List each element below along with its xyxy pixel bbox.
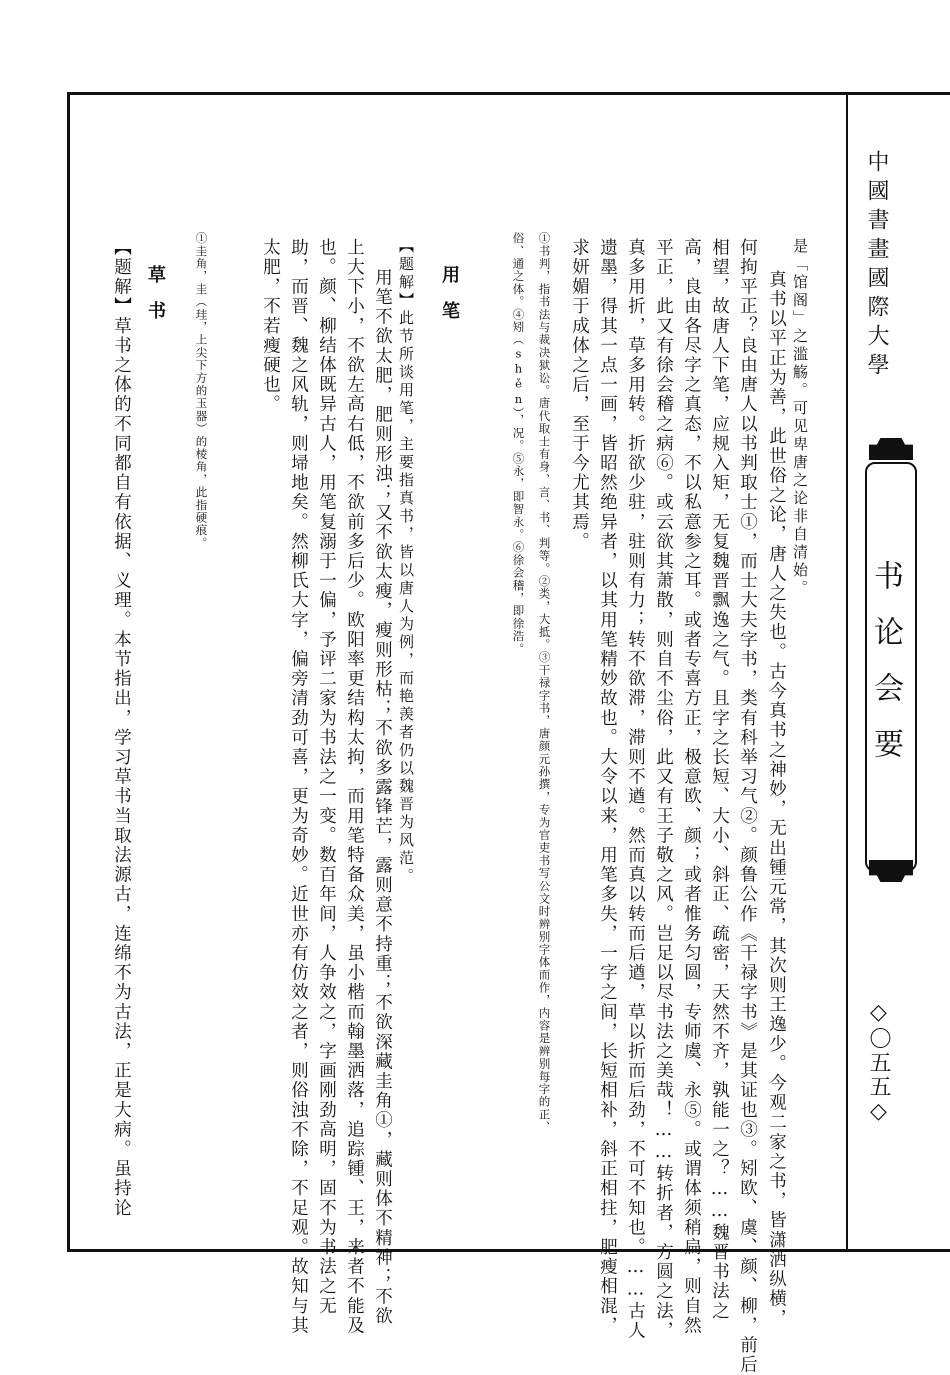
text-column: 平正，此又有徐会稽之病⑥。或云欲其萧散，则自不尘俗，此又有王子敬之风。岂足以尽书法之美哉！……转折者，方圆之法， [653,238,674,1341]
text-column: 求妍媚于成体之后，至于今尤其焉。 [569,238,590,552]
text-column: 【题解】草书之体的不同都自有依据、义理。本节指出，学习草书当取法源古，连绵不为古法，正是大病。虽持论 [111,238,132,1218]
footnote-column: 俗、通之体。④矧（shěn），况。⑤永，即智永。⑥徐会稽，即徐浩。 [511,232,526,656]
section-heading: 用笔 [439,265,460,337]
footnote-column: ①圭角，圭（珪，上尖下方的玉器）的棱角，此指硬痕。 [194,232,209,550]
text-column: 助，而晋、魏之风轨，则埽地矣。然柳氏大字，偏旁清劲可喜，更为奇妙。近世亦有仿效之者，则俗浊不除，不足观。故知与其 [288,238,309,1336]
text-column: 用笔不欲太肥，肥则形浊；又不欲太瘦，瘦则形枯；不欲多露锋芒，露则意不持重；不欲深藏圭角①，藏则体不精神；不欲 [372,268,393,1327]
text-column: 何拘平正？良由唐人以书判取士①，而士大夫字书，类有科举习气②。颜鲁公作《干禄字书》是其证也③。矧欧、虞、颜、柳，前后 [737,238,758,1375]
university-name: 中國書畫國際大學 [864,150,889,382]
text-column: 真多用折，草多用转。折欲少驻，驻则有力；转不欲滞，滞则不遒。然而真以转而后遒，草以折而后劲，不可不知也。……古人 [625,238,646,1341]
text-column: 相望，故唐人下笔，应规入矩，无复魏晋飘逸之气。且字之长短、大小、斜正、疏密，天然不齐，孰能一之？……魏晋书法之 [709,238,730,1321]
text-column: 遗墨，得其一点一画，皆昭然绝异者，以其用笔精妙故也。大令以来，用笔多失，一字之间，长短相补，斜正相拄，肥瘦相混， [597,238,618,1336]
text-column: 上大下小，不欲左高右低，不欲前多后少。欧阳率更结构太拘，而用笔特备众美，虽小楷而翰墨洒落，追踪锺、王，来者不能及 [344,238,365,1336]
text-column: 真书以平正为善，此世俗之论，唐人之失也。古今真书之神妙，无出锺元常，其次则王逸少。今观二家之书，皆潇洒纵横， [766,270,787,1329]
footnote-column: ①书判，指书法与裁决狱讼。唐代取士有身、言、书、判等。②类，大抵。③干禄字书，唐颜元孙撰，专为官吏书写公文时辨别字体而作，内容是辨别每字的正、 [537,232,552,1134]
text-column: 也。颜、柳结体既异古人，用笔复溺于一偏，予评二家为书法之一变。数百年间，人争效之，字画刚劲高明，固不为书法之无 [316,238,337,1316]
section-heading: 草书 [145,265,166,337]
book-title: 书论会要 [868,560,903,784]
text-column: 高，良由各尽字之真态，不以私意参之耳。或者专喜方正，极意欧、颜；或者惟务匀圆，专师虞、永⑤。或谓体须稍扁，则自然 [681,238,702,1336]
text-column: 太肥，不若瘦硬也。 [260,238,281,415]
sidebar-divider [846,92,848,1252]
page-number: ◇〇五五◇ [866,1000,891,1126]
text-column: 是「馆阁」之滥觞。可见卑唐之论非自清始。 [791,238,809,598]
text-column: 【题解】此节所谈用笔，主要指真书，皆以唐人为例，而艳羡者仍以魏晋为风范。 [397,238,415,886]
